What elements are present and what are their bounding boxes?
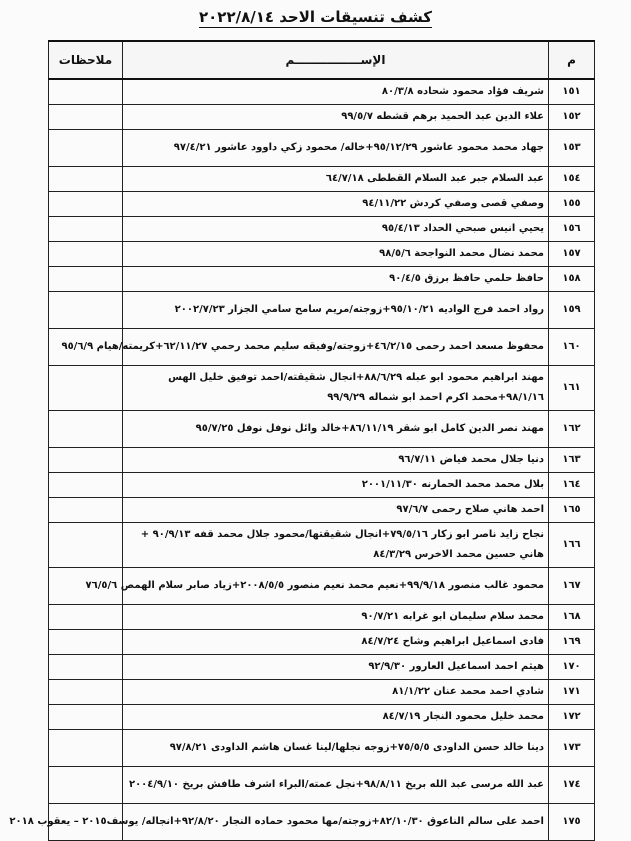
table-row (49, 654, 595, 679)
table-row (49, 129, 595, 166)
table-row (49, 472, 595, 497)
row-name: عبد السلام جبر عبد السلام القططى ٦٤/٧/١٨ (123, 166, 549, 191)
row-name: مهند ابراهيم محمود ابو عبله ٨٨/٦/٢٩+انجال شقيقته/احمد توفيق خليل الهس ٩٨/١/١٦+محمد اكرم احمد ابو شماله ٩٩/٩/٢٩ (123, 365, 549, 410)
table-row (49, 241, 595, 266)
table-row (49, 328, 595, 365)
row-notes (49, 79, 123, 104)
row-number: ١٦٨ (549, 604, 595, 629)
row-notes (49, 241, 123, 266)
row-notes (49, 472, 123, 497)
row-number: ١٧٢ (549, 704, 595, 729)
row-number: ١٦٥ (549, 497, 595, 522)
row-name: محمد سلام سليمان ابو غرابه ٩٠/٧/٢١ (123, 604, 549, 629)
row-notes (49, 654, 123, 679)
row-name: محمود غالب منصور ٩٩/٩/١٨+نعيم محمد نعيم منصور ٢٠٠٨/٥/٥+زياد صابر سلام الهمص ٧٦/٥/٦ (123, 567, 549, 604)
row-number: ١٥١ (549, 79, 595, 104)
row-notes (49, 191, 123, 216)
table-row (49, 216, 595, 241)
row-name: محمد خليل محمود النجار ٨٤/٧/١٩ (123, 704, 549, 729)
row-name: حافظ حلمي حافظ برزق ٩٠/٤/٥ (123, 266, 549, 291)
row-number: ١٦٠ (549, 328, 595, 365)
row-notes (49, 679, 123, 704)
row-notes (49, 729, 123, 766)
table-row (49, 766, 595, 803)
roster-body (9, 79, 595, 840)
row-name: احمد على سالم الناعوق ٨٢/١٠/٣٠+زوجته/مها محمود حماده النجار ٩٢/٨/٢٠+انجاله/ يوسف٢٠١٥ – يعقوب ٢٠١٨ (123, 803, 549, 840)
row-notes (49, 266, 123, 291)
table-row (49, 522, 595, 567)
row-name: يحيي انيس صبحي الحداد ٩٥/٤/١٣ (123, 216, 549, 241)
table-row (49, 567, 595, 604)
row-notes (49, 522, 123, 567)
row-name: علاء الدين عبد الحميد برهم قشطه ٩٩/٥/٧ (123, 104, 549, 129)
table-row (49, 604, 595, 629)
title-text: كشف تنسيقات الاحد ٢٠٢٢/٨/١٤ (199, 8, 432, 26)
row-number: ١٥٥ (549, 191, 595, 216)
table-row (49, 704, 595, 729)
table-row (49, 291, 595, 328)
table-row (49, 365, 595, 410)
row-notes (49, 629, 123, 654)
row-number: ١٧٥ (549, 803, 595, 840)
table-row (49, 803, 595, 840)
row-notes (49, 447, 123, 472)
header-number: م (549, 41, 595, 79)
row-notes (49, 497, 123, 522)
table-row (49, 447, 595, 472)
row-name: شادي احمد محمد عنان ٨١/١/٢٢ (123, 679, 549, 704)
row-number: ١٥٤ (549, 166, 595, 191)
row-name: مهند نصر الدين كامل ابو شقر ٨٦/١١/١٩+خالد وائل نوفل نوفل ٩٥/٧/٢٥ (123, 410, 549, 447)
row-name: محمد نضال محمد النواجحة ٩٨/٥/٦ (123, 241, 549, 266)
row-notes (49, 216, 123, 241)
table-row (49, 191, 595, 216)
table-row (49, 410, 595, 447)
row-notes (49, 365, 123, 410)
page-title (0, 8, 631, 26)
table-row (49, 629, 595, 654)
row-number: ١٧٤ (549, 766, 595, 803)
row-notes (49, 604, 123, 629)
row-number: ١٦٧ (549, 567, 595, 604)
header-notes: ملاحظات (49, 41, 123, 79)
table-row (49, 104, 595, 129)
row-notes (49, 410, 123, 447)
row-name: دنيا جلال محمد فياض ٩٦/٧/١١ (123, 447, 549, 472)
row-name: عبد الله مرسى عبد الله بريخ ٩٨/٨/١١+نجل عمته/البراء اشرف طافش بريخ ٢٠٠٤/٩/١٠ (123, 766, 549, 803)
row-name: جهاد محمد محمود عاشور ٩٥/١٢/٢٩+خاله/ محمود زكي داوود عاشور ٩٧/٤/٢١ (123, 129, 549, 166)
row-name: هيثم احمد اسماعيل العارور ٩٢/٩/٣٠ (123, 654, 549, 679)
row-number: ١٥٣ (549, 129, 595, 166)
row-number: ١٥٩ (549, 291, 595, 328)
row-number: ١٧٣ (549, 729, 595, 766)
row-name: احمد هاني صلاح رحمى ٩٧/٦/٧ (123, 497, 549, 522)
row-name: فادى اسماعيل ابراهيم وشاح ٨٤/٧/٢٤ (123, 629, 549, 654)
table-row (49, 729, 595, 766)
row-notes (49, 129, 123, 166)
row-number: ١٦٣ (549, 447, 595, 472)
row-name: دينا خالد حسن الداودى ٧٥/٥/٥+زوجه نجلها/لينا غسان هاشم الداودى ٩٧/٨/٢١ (123, 729, 549, 766)
table-row (49, 497, 595, 522)
row-name: نجاح زايد ناصر ابو زكار ٧٩/٥/١٦+انجال شقيقتها/محمود جلال محمد قفه ٩٠/٩/١٣ + هاني حسين محمد الاخرس ٨٤/٣/٢٩ (123, 522, 549, 567)
row-notes (49, 291, 123, 328)
row-name: محفوظ مسعد احمد رحمى ٤٦/٢/١٥+زوجته/وفيقه سليم محمد رحمي ٦٢/١١/٢٧+كريمته/هيام ٩٥/٦/٩ (123, 328, 549, 365)
row-number: ١٦٢ (549, 410, 595, 447)
row-number: ١٥٨ (549, 266, 595, 291)
table-row (49, 166, 595, 191)
header-row (49, 41, 595, 79)
row-number: ١٦١ (549, 365, 595, 410)
row-notes (49, 104, 123, 129)
header-name: الإســــــــــــــــم (123, 41, 549, 79)
table-row (49, 79, 595, 104)
row-number: ١٦٩ (549, 629, 595, 654)
row-notes (49, 766, 123, 803)
row-name: بلال محمد محمد الحمارنه ٢٠٠١/١١/٣٠ (123, 472, 549, 497)
row-number: ١٧٠ (549, 654, 595, 679)
row-number: ١٥٧ (549, 241, 595, 266)
row-name: وصفي قصى وصفي كردش ٩٤/١١/٢٢ (123, 191, 549, 216)
row-number: ١٥٦ (549, 216, 595, 241)
row-name: رواد احمد فرج الواديه ٩٥/١٠/٢١+زوجته/مريم سامح سامي الجزار ٢٠٠٢/٧/٢٣ (123, 291, 549, 328)
table-row (49, 679, 595, 704)
row-number: ١٦٤ (549, 472, 595, 497)
roster-table (9, 40, 595, 841)
row-number: ١٧١ (549, 679, 595, 704)
row-number: ١٦٦ (549, 522, 595, 567)
table-row (49, 266, 595, 291)
row-notes (49, 166, 123, 191)
row-number: ١٥٢ (549, 104, 595, 129)
row-name: شريف فؤاد محمود شحاده ٨٠/٣/٨ (123, 79, 549, 104)
row-notes (49, 704, 123, 729)
